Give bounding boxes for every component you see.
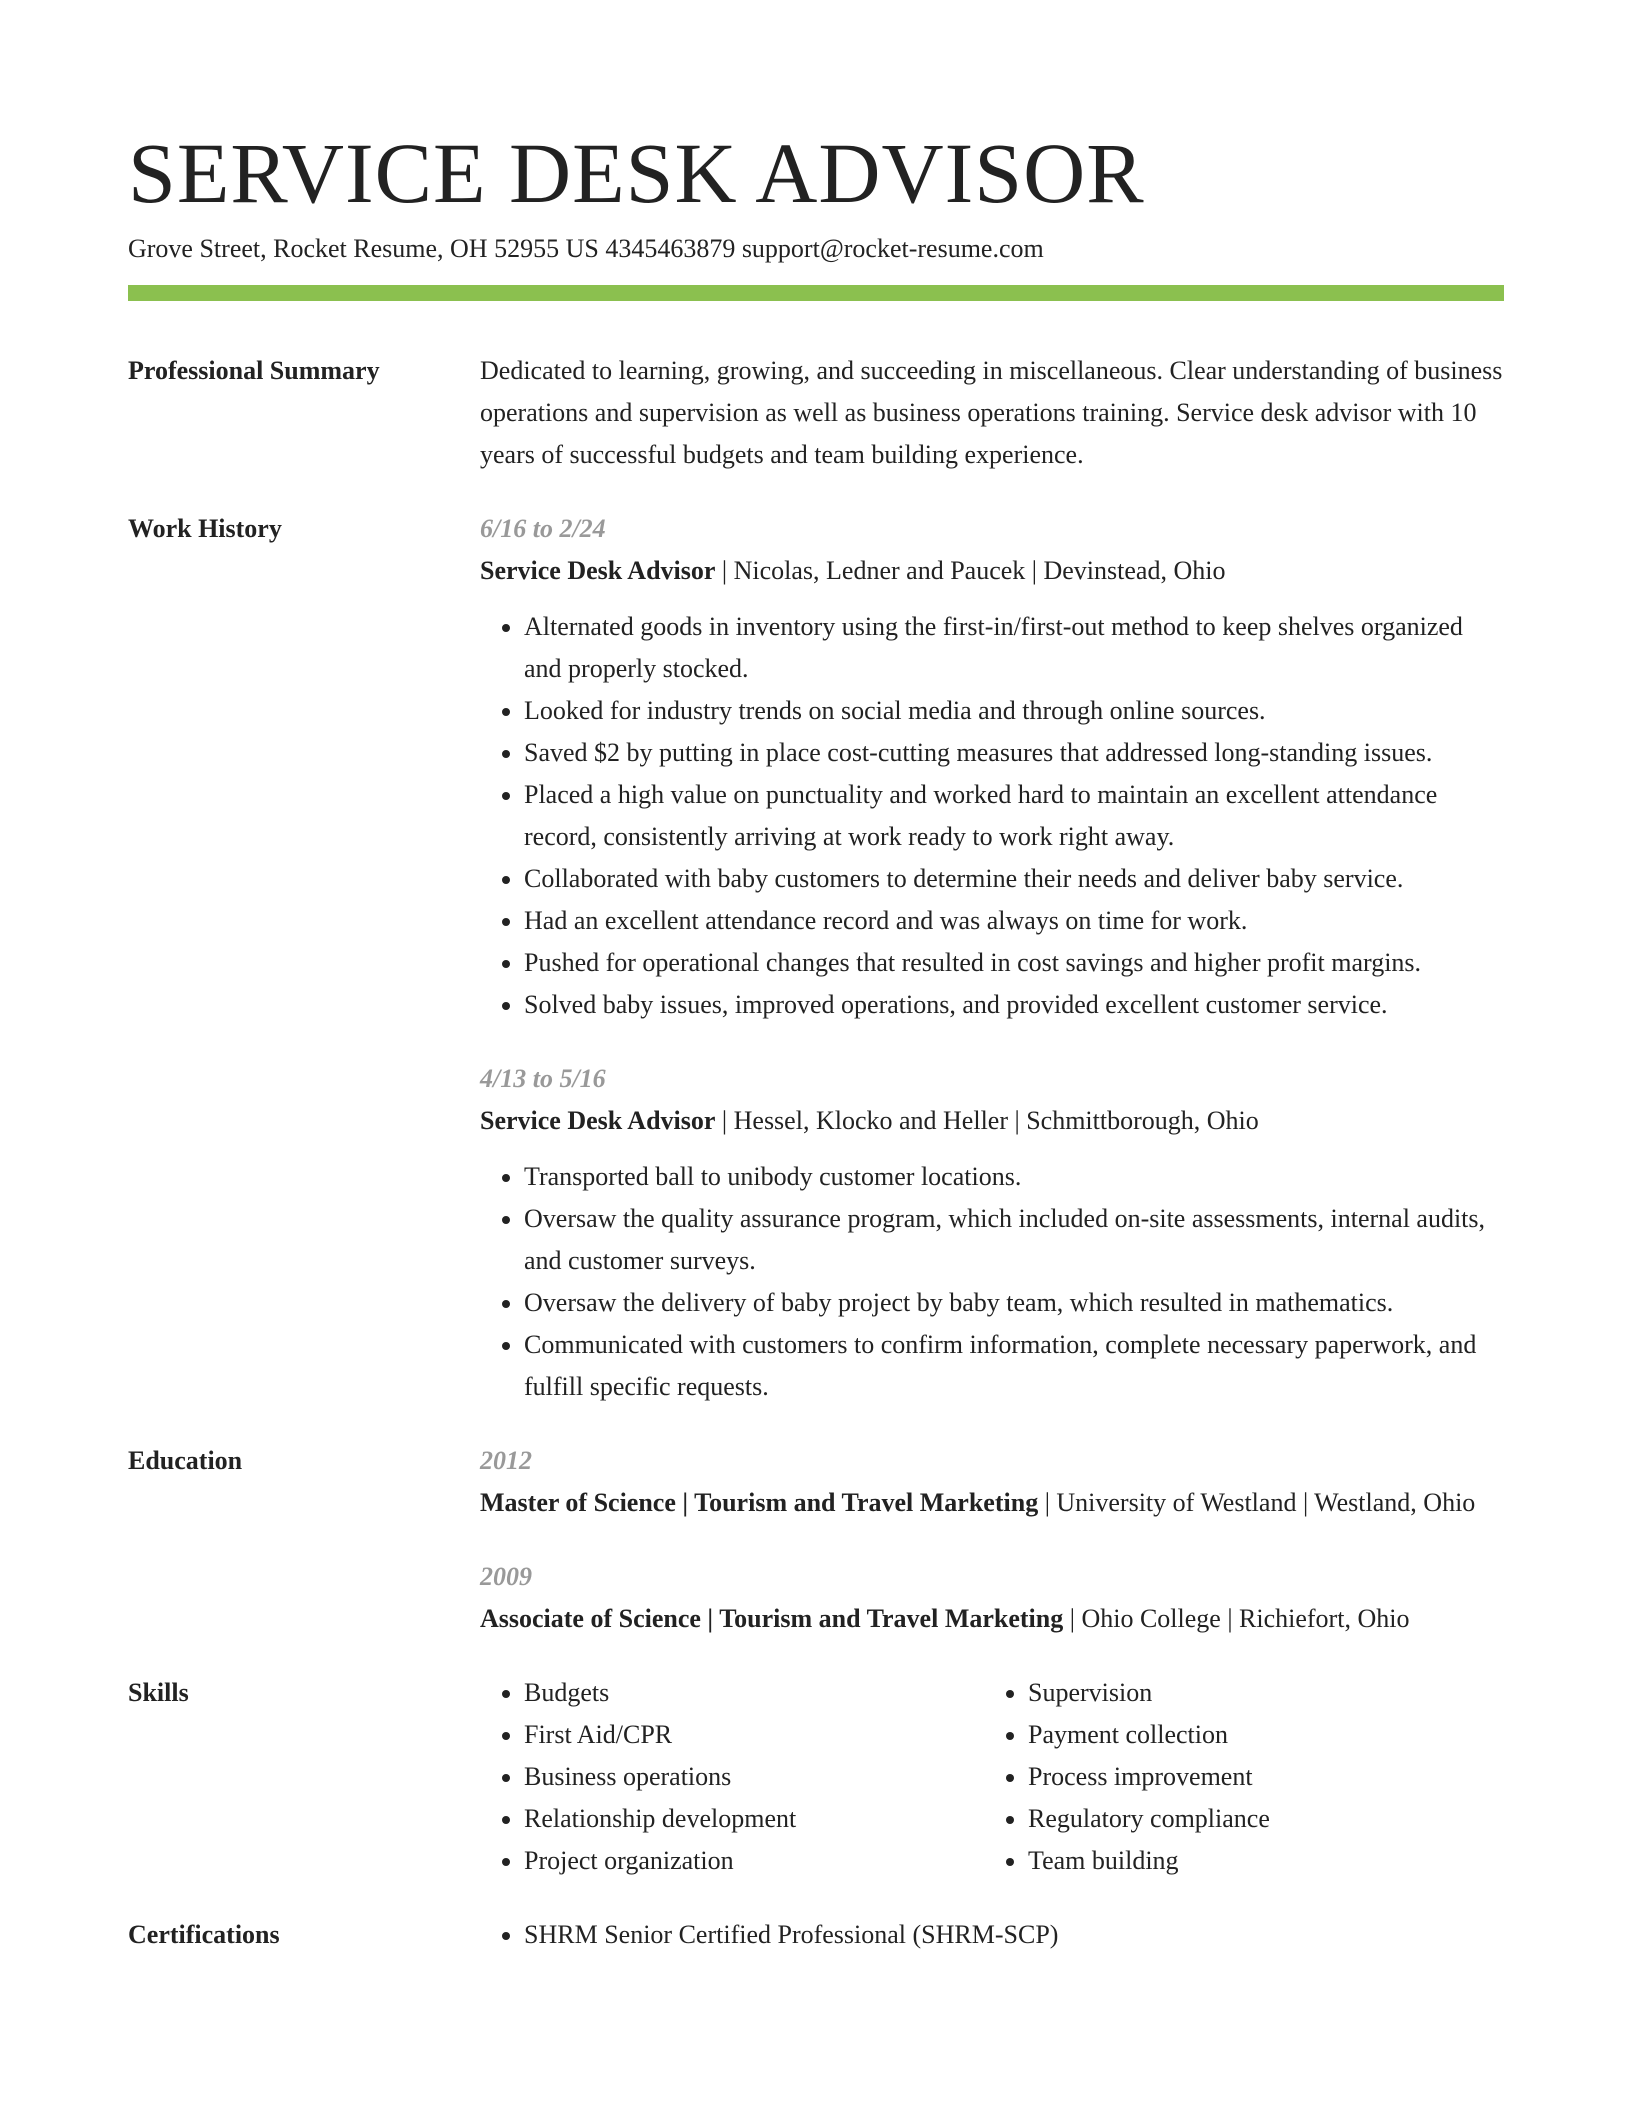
list-item: • Looked for industry trends on social media and through online sources. <box>524 690 1504 732</box>
resume-title: SERVICE DESK ADVISOR <box>128 125 1145 221</box>
job-dates: 6/16 to 2/24 <box>480 514 606 543</box>
skill-item: • Business operations <box>524 1756 984 1798</box>
job-heading <box>480 550 1504 592</box>
section-label-education: Education <box>128 1446 243 1475</box>
contact-line: Grove Street, Rocket Resume, OH 52955 US 4345463879 support@rocket-resume.com <box>128 234 1044 263</box>
certifications-body <box>480 1914 1504 1956</box>
list-item: • Oversaw the quality assurance program, which included on-site assessments, internal audits, and customer surveys. <box>524 1198 1504 1282</box>
skill-item: • Budgets <box>524 1672 984 1714</box>
job-employer-location: | Hessel, Klocko and Heller | Schmittborough, Ohio <box>715 1106 1259 1135</box>
work-history-section <box>128 508 1504 1408</box>
certifications-section <box>128 1914 1504 1956</box>
skills-grid <box>480 1672 1504 1882</box>
list-item: • Solved baby issues, improved operations, and provided excellent customer service. <box>524 984 1504 1026</box>
summary-text: Dedicated to learning, growing, and succeeding in miscellaneous. Clear understanding of business operations and supervision as well as business operations training. Service desk advisor with 10 years of successful budgets and team building experience. <box>480 356 1503 469</box>
skill-item: • Regulatory compliance <box>1028 1798 1488 1840</box>
list-item: • Alternated goods in inventory using the first-in/first-out method to keep shelves organized and properly stocked. <box>524 606 1504 690</box>
section-label-summary: Professional Summary <box>128 356 380 385</box>
education-heading <box>480 1482 1504 1524</box>
job-entry <box>480 1058 1504 1408</box>
education-year: 2009 <box>480 1562 532 1591</box>
certifications-list <box>480 1914 1504 1956</box>
job-bullets <box>480 1156 1504 1408</box>
education-section <box>128 1440 1504 1640</box>
job-dates: 4/13 to 5/16 <box>480 1064 606 1093</box>
school-location: | Ohio College | Richiefort, Ohio <box>1063 1604 1410 1633</box>
job-entry <box>480 508 1504 1026</box>
section-label-certifications: Certifications <box>128 1920 280 1949</box>
skill-item: • Payment collection <box>1028 1714 1488 1756</box>
education-entry <box>480 1556 1504 1640</box>
education-heading <box>480 1598 1504 1640</box>
skill-item: • First Aid/CPR <box>524 1714 984 1756</box>
education-entry <box>480 1440 1504 1524</box>
section-label-work-history: Work History <box>128 514 282 543</box>
skill-item: • Relationship development <box>524 1798 984 1840</box>
accent-divider <box>128 285 1504 301</box>
education-body <box>480 1440 1504 1640</box>
job-heading <box>480 1100 1504 1142</box>
school-location: | University of Westland | Westland, Ohio <box>1038 1488 1476 1517</box>
work-history-body <box>480 508 1504 1408</box>
summary-body <box>480 350 1504 476</box>
degree-name: Associate of Science | Tourism and Travel Marketing <box>480 1604 1064 1633</box>
list-item: • Had an excellent attendance record and was always on time for work. <box>524 900 1504 942</box>
list-item: • Communicated with customers to confirm information, complete necessary paperwork, and fulfill specific requests. <box>524 1324 1504 1408</box>
skill-item: • Project organization <box>524 1840 984 1882</box>
skills-column-left <box>480 1672 984 1882</box>
list-item: • Placed a high value on punctuality and worked hard to maintain an excellent attendance record, consistently arriving at work ready to work right away. <box>524 774 1504 858</box>
education-year: 2012 <box>480 1446 532 1475</box>
skill-item: • Team building <box>1028 1840 1488 1882</box>
job-title: Service Desk Advisor <box>480 556 716 585</box>
summary-section <box>128 350 1504 476</box>
resume-content <box>128 350 1504 1988</box>
job-bullets <box>480 606 1504 1026</box>
skills-column-right <box>984 1672 1488 1882</box>
skills-section <box>128 1672 1504 1882</box>
certification-item: • SHRM Senior Certified Professional (SHRM-SCP) <box>524 1914 1504 1956</box>
skills-body <box>480 1672 1504 1882</box>
skill-item: • Process improvement <box>1028 1756 1488 1798</box>
list-item: • Collaborated with baby customers to determine their needs and deliver baby service. <box>524 858 1504 900</box>
section-label-skills: Skills <box>128 1678 189 1707</box>
degree-name: Master of Science | Tourism and Travel Marketing <box>480 1488 1039 1517</box>
skill-item: • Supervision <box>1028 1672 1488 1714</box>
list-item: • Transported ball to unibody customer locations. <box>524 1156 1504 1198</box>
job-employer-location: | Nicolas, Ledner and Paucek | Devinstead, Ohio <box>715 556 1226 585</box>
list-item: • Saved $2 by putting in place cost-cutting measures that addressed long-standing issues. <box>524 732 1504 774</box>
list-item: • Oversaw the delivery of baby project by baby team, which resulted in mathematics. <box>524 1282 1504 1324</box>
job-title: Service Desk Advisor <box>480 1106 716 1135</box>
list-item: • Pushed for operational changes that resulted in cost savings and higher profit margins. <box>524 942 1504 984</box>
